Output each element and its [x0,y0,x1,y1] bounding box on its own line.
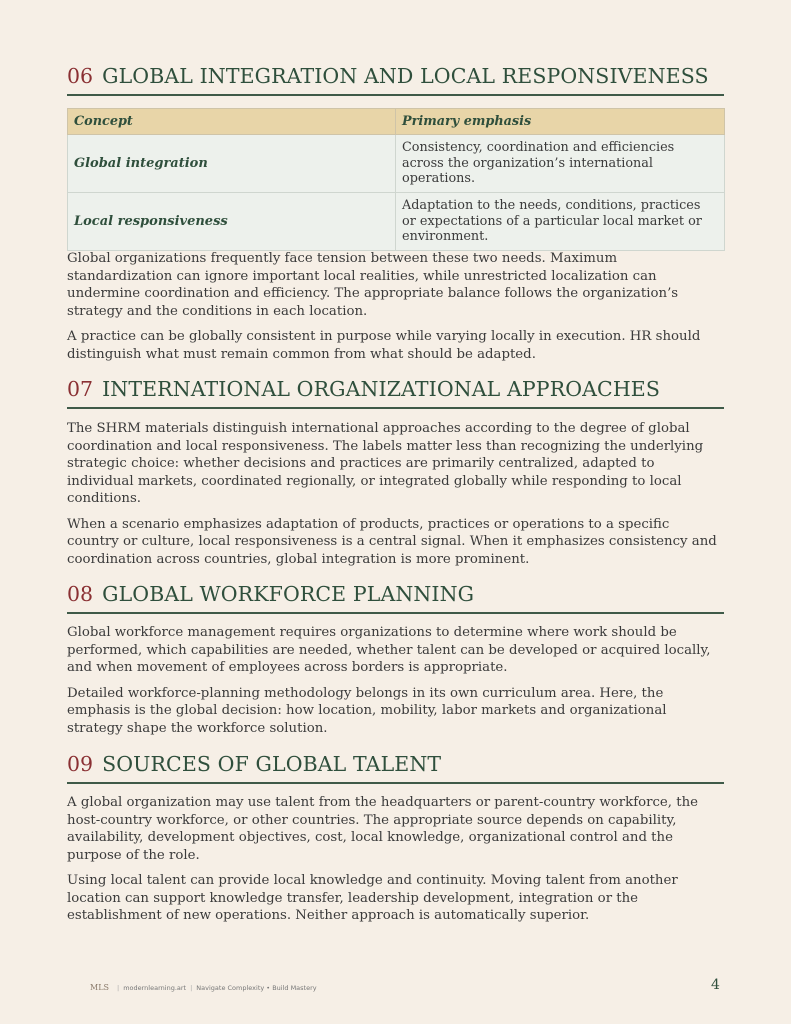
table-cell-emphasis: Adaptation to the needs, conditions, practices or expectations of a particular local market or environment. [396,193,725,251]
section-title: SOURCES OF GLOBAL TALENT [102,752,442,776]
section-07-body [67,420,724,568]
section-title: GLOBAL INTEGRATION AND LOCAL RESPONSIVENESS [102,64,709,88]
paragraph: Global organizations frequently face tension between these two needs. Maximum standardization can ignore important local realities, while unrestricted localization can undermine coordination and efficiency. The appropriate balance follows the organization’s strategy and the conditions in each location. [67,251,679,319]
section-number: 07 [67,377,94,401]
table-header-emphasis: Primary emphasis [396,109,725,135]
section-06-body [67,250,724,363]
section-heading [67,377,724,409]
footer [90,983,317,992]
paragraph: Detailed workforce-planning methodology belongs in its own curriculum area. Here, the emphasis is the global decision: how location, mobility, labor markets and organizational strategy shape the workforce solution. [67,685,667,736]
footer-divider: | [190,983,193,992]
concept-table [67,108,725,251]
paragraph: Global workforce management requires organizations to determine where work should be performed, which capabilities are needed, whether talent can be developed or acquired locally, and when movement of employees across borders is appropriate. [67,625,711,675]
section-heading [67,64,724,96]
section-09-body [67,794,724,925]
table-cell-emphasis: Consistency, coordination and efficiencies across the organization’s international operations. [396,135,725,193]
section-heading [67,582,724,614]
footer-divider: | [116,983,120,992]
section-08 [67,582,724,614]
section-number: 09 [67,752,94,776]
footer-tagline: Navigate Complexity • Build Mastery [196,983,317,992]
section-06 [67,64,724,96]
section-heading [67,752,724,784]
paragraph: Using local talent can provide local knowledge and continuity. Moving talent from another location can support knowledge transfer, leadership development, integration or the establishment of new operations. Neither approach is automatically superior. [67,873,678,923]
paragraph: A practice can be globally consistent in purpose while varying locally in execution. HR should distinguish what must remain common from what should be adapted. [67,329,701,362]
section-number: 06 [67,64,94,88]
section-title: INTERNATIONAL ORGANIZATIONAL APPROACHES [102,377,661,401]
footer-site: modernlearning.art [123,983,187,992]
section-09 [67,752,724,784]
table-row [68,193,725,251]
concept-table-wrapper [67,108,724,251]
section-08-body [67,624,724,737]
paragraph: When a scenario emphasizes adaptation of products, practices or operations to a specific country or culture, local responsiveness is a central signal. When it emphasizes consistency and coordination across countries, global integration is more prominent. [67,516,717,567]
section-07 [67,377,724,409]
section-title: GLOBAL WORKFORCE PLANNING [102,582,475,606]
paragraph: A global organization may use talent from the headquarters or parent-country workforce, the host-country workforce, or other countries. The appropriate source depends on capability, availability, development objectives, cost, local knowledge, organizational control and the purpose of the role. [67,795,699,863]
table-row [68,135,725,193]
brand-logo: MLS [90,983,109,992]
table-header-concept: Concept [68,109,396,135]
section-number: 08 [67,582,94,606]
table-header-row [68,109,725,135]
table-cell-concept: Global integration [68,135,396,193]
paragraph: The SHRM materials distinguish international approaches according to the degree of global coordination and local responsiveness. The labels matter less than recognizing the underlying strategic choice: whether decisions and practices are primarily centralized, adapted to individual markets, coordinated regionally, or integrated globally while responding to local conditions. [67,421,704,506]
table-cell-concept: Local responsiveness [68,193,396,251]
page-number: 4 [711,977,720,993]
